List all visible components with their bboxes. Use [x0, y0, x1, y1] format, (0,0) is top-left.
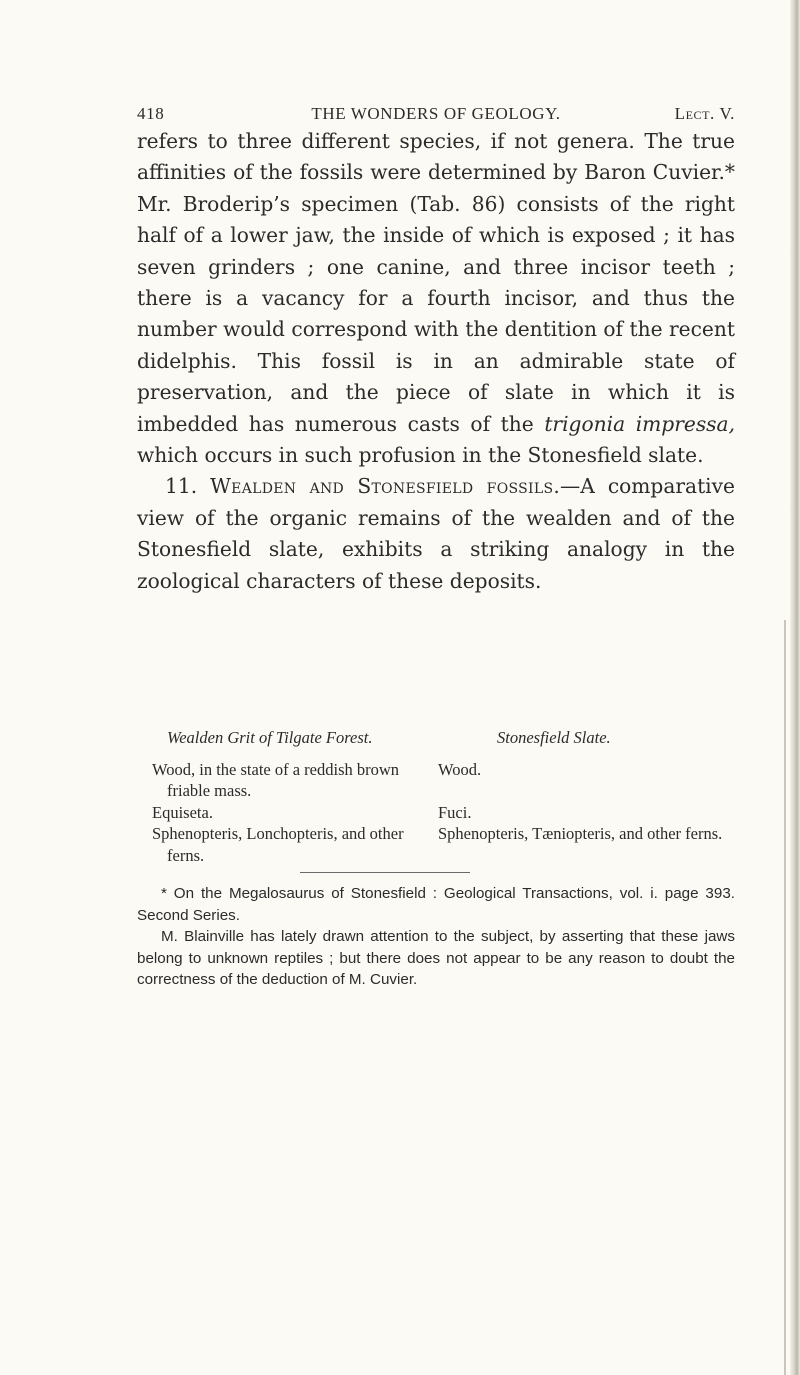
- italic-term: trigonia impressa,: [544, 411, 735, 436]
- section-number: 11.: [165, 474, 198, 499]
- table-row: [137, 802, 735, 824]
- left-cell: Wood, in the state of a reddish brown friable mass.: [152, 759, 400, 800]
- table-row: [137, 759, 735, 802]
- page-edge: [790, 0, 800, 1375]
- paragraph-1-text: refers to three different species, if not genera. The true affinities of the fossils were determined by Baron Cuvier.* Mr. Broderip’s specimen (Tab. 86) consists of the right half of a lower jaw, the inside of which is exposed ; it has seven grinders ; one canine, and three incisor teeth ; there is a vacancy for a fourth incisor, and thus the number would correspond with the dentition of the recent didelphis. This fossil is in an admirable state of preservation, and the piece of slate in which it is imbedded has numerous casts of the: [137, 129, 735, 436]
- body-text: [137, 126, 735, 597]
- left-cell: Equiseta.: [152, 802, 213, 822]
- right-cell: Wood.: [438, 759, 482, 779]
- right-column-header: Stonesfield Slate.: [497, 728, 611, 747]
- comparison-table: [137, 727, 735, 866]
- page-number: 418: [137, 104, 165, 123]
- page-edge-line: [784, 620, 786, 1375]
- footnote-line-2: M. Blainville has lately drawn attention to the subject, by asserting that these jaws belong to unknown reptiles ; but there does not appear to be any reason to doubt the correctness of the deduction of M. Cuvier.: [137, 928, 735, 988]
- left-cell: Sphenopteris, Lonchopteris, and other ferns.: [152, 824, 404, 865]
- table-row: [137, 823, 735, 866]
- running-header: [137, 104, 735, 128]
- paragraph-2: [137, 471, 735, 597]
- footnote-line-1: * On the Megalosaurus of Stonesfield : Geological Transactions, vol. i. page 393. Second Series.: [137, 885, 735, 924]
- section-title: Wealden and Stonesfield fossils.: [210, 474, 561, 499]
- paragraph-1: [137, 126, 735, 471]
- paragraph-1-end: which occurs in such profusion in the Stonesfield slate.: [137, 443, 704, 468]
- table-header-row: [137, 727, 735, 749]
- running-title: THE WONDERS OF GEOLOGY.: [311, 104, 561, 123]
- left-column-header: Wealden Grit of Tilgate Forest.: [167, 728, 373, 747]
- footnote-divider: [300, 872, 470, 873]
- lecture-label: Lect. V.: [674, 104, 735, 123]
- paragraph-2-text: —A comparative view of the organic remains of the wealden and of the Stonesfield slate, exhibits a striking analogy in the zoological characters of these deposits.: [137, 474, 735, 593]
- footnote: [137, 883, 735, 991]
- right-cell: Sphenopteris, Tæniopteris, and other ferns.: [438, 824, 723, 843]
- right-cell: Fuci.: [438, 802, 472, 822]
